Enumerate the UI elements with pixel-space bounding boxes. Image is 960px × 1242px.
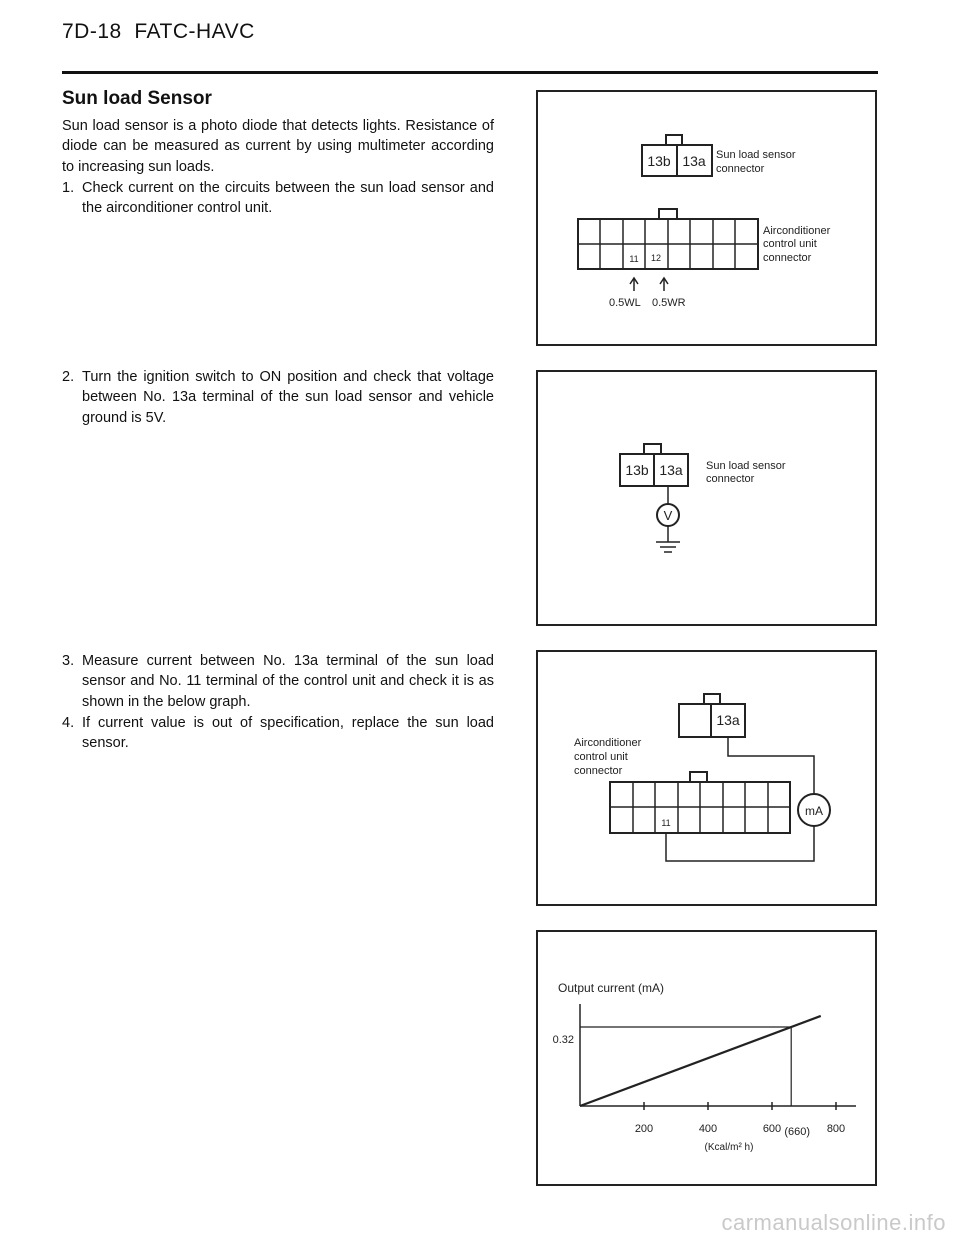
step-1 (62, 178, 494, 219)
ecu-connector-latch (659, 209, 677, 219)
chart-title: Output current (mA) (558, 981, 665, 995)
header-code: 7D-18 (62, 20, 122, 43)
sensor-connector-label-2: connector (716, 163, 765, 175)
header-title: FATC-HAVC (134, 20, 255, 43)
section-title: Sun load Sensor (62, 88, 212, 109)
ground-icon (656, 542, 680, 552)
ecu-connector-label-3: connector (763, 252, 812, 264)
figure-output-current-graph (536, 930, 877, 1186)
wire-label-2: 0.5WR (652, 297, 686, 309)
series-line-0 (580, 1016, 821, 1106)
pin-13a-label: 13a (716, 712, 740, 728)
x-tick-label-800: 800 (826, 1123, 846, 1135)
step-4 (62, 713, 494, 754)
sensor-connector-latch (704, 694, 720, 704)
sensor-connector-latch (666, 135, 682, 145)
footer-watermark-url: carmanualsonline.info (721, 1210, 946, 1235)
ecu-connector-latch (690, 772, 707, 782)
x-tick-label-600: 600 (762, 1123, 782, 1135)
output-current-chart (538, 932, 875, 1184)
step-text: If current value is out of specification, replace the sun load sensor. (82, 715, 494, 752)
pin-13b-label: 13b (647, 153, 671, 169)
x-tick-label-400: 400 (698, 1123, 718, 1135)
ecu-connector-label-2: control unit (763, 238, 817, 250)
pin-11-label: 11 (629, 254, 639, 264)
sensor-connector-label-1: Sun load sensor (716, 149, 796, 161)
wire-meter-to-pin-11 (666, 826, 814, 861)
step-text: Measure current between No. 13a terminal of the sun load sensor and No. 11 terminal of the control unit and check it is as shown in the below graph. (82, 653, 494, 710)
current-check-diagram (538, 652, 875, 904)
connector-wiring-diagram (538, 92, 875, 344)
chart-x-axis-label: (Kcal/m² h) (704, 1142, 754, 1153)
step-text: Check current on the circuits between the sun load sensor and the airconditioner control unit. (82, 180, 494, 217)
step-2 (62, 367, 494, 428)
pin-13b-label: 13b (625, 462, 649, 478)
pin-13a-label: 13a (682, 153, 706, 169)
ecu-connector-label-2: control unit (574, 751, 628, 763)
pin-11-label: 11 (661, 818, 671, 828)
step-number: 2. (62, 369, 75, 385)
sensor-connector-latch (644, 444, 661, 454)
figure-connector-wiring (536, 90, 877, 346)
wire-arrow-icon (630, 278, 668, 291)
sensor-connector-label-1: Sun load sensor (706, 460, 786, 472)
ecu-connector-label-3: connector (574, 765, 623, 777)
intro-paragraph: Sun load sensor is a photo diode that detects lights. Resistance of diode can be measured as current by using multimeter according to increasing sun loads. (62, 118, 494, 175)
figure-current-check (536, 650, 877, 906)
header-rule (62, 71, 878, 74)
pin-13a-label: 13a (659, 462, 683, 478)
ecu-connector-label-1: Airconditioner (763, 225, 831, 237)
page-header (62, 20, 255, 44)
ammeter-label: mA (805, 804, 823, 818)
ecu-connector-label-1: Airconditioner (574, 737, 642, 749)
annotation-label-0: (660) (784, 1126, 811, 1138)
x-tick-label-200: 200 (634, 1123, 654, 1135)
voltmeter-label: V (663, 508, 673, 523)
step-number: 1. (62, 180, 75, 196)
pin-12-label: 12 (650, 253, 662, 263)
step-3 (62, 651, 494, 712)
step-text: Turn the ignition switch to ON position and check that voltage between No. 13a terminal of the sun load sensor and vehicle ground is 5V. (82, 369, 494, 426)
wire-13a-to-meter (728, 737, 814, 794)
voltage-check-diagram (538, 372, 875, 624)
sensor-connector-label-2: connector (706, 473, 755, 485)
figure-voltage-check (536, 370, 877, 626)
step-number: 4. (62, 715, 75, 731)
step-number: 3. (62, 653, 75, 669)
y-tick-label: 0.32 (552, 1034, 574, 1046)
wire-label-1: 0.5WL (609, 297, 641, 309)
